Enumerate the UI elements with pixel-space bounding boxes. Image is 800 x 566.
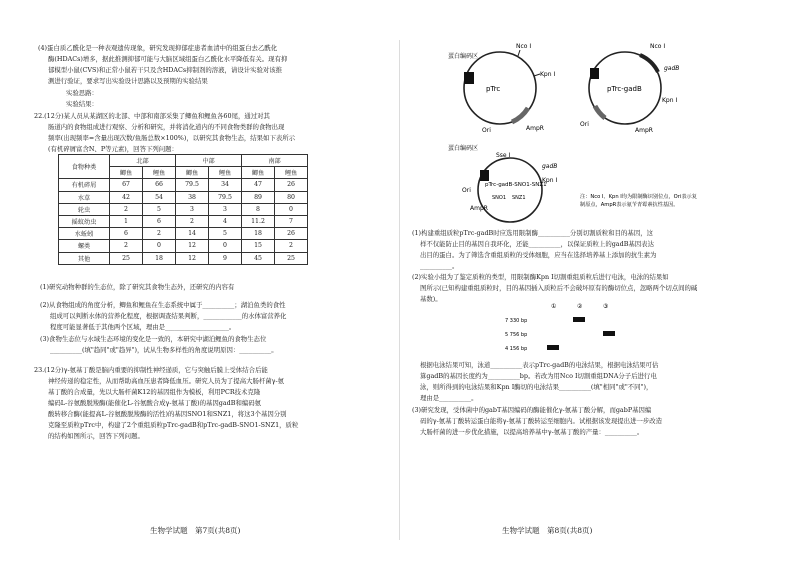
q23-line1: 神经传递的稳定性，从而帮助高血压患者降低血压。研究人员为了提高大肠杆菌γ-氨: [48, 377, 285, 385]
gel-band: [603, 331, 615, 336]
svg-text:Ori: Ori: [482, 127, 491, 134]
q23-sub2-line0: (2)实验小组为了鉴定质粒的类型，用限制酶Kpn I切割重组质粒后进行电泳，电泳的结果如: [412, 273, 669, 281]
svg-text:Nco I: Nco I: [516, 43, 532, 50]
table-row: 摇蚊幼虫 1 6 2 4 11.2 7: [59, 215, 308, 227]
q21-design-label: 实验思路：: [66, 89, 98, 97]
svg-text:SNZ1: SNZ1: [512, 195, 526, 201]
q23-sub2-after-1: 算gadB的基因长度约为__________bp。若改为用Nco I切割重组DNA分子后进行电: [420, 372, 657, 380]
q23-line0: 23.(12分)γ-氨基丁酸是脑内重要的抑制性神经递质，它与突触后膜上受体结合后能: [34, 366, 268, 374]
region-south: 南部: [242, 155, 308, 167]
q23-sub3-line2: 大肠杆菌的进一步优化措施，以提高培养基中γ-氨基丁酸的产量：__________。: [420, 428, 644, 436]
svg-text:pTrc: pTrc: [486, 85, 501, 93]
right-footer: 生物学试题 第8页(共8页): [502, 526, 593, 535]
q22-sub1: (1)研究动物种群的生态位，除了研究其食物生态外，还研究的内容有: [40, 283, 235, 291]
q22-sub2-line3: 程度可能显著低于其他两个区域，理由是____________________。: [50, 323, 236, 331]
q23-sub1-line2: 出目的蛋白。为了筛选含重组质粒的受体细胞，应当在选择培养基上添加的抗生素为: [420, 251, 657, 259]
svg-text:Sse I: Sse I: [496, 152, 511, 159]
fish-header: 鲤鱼: [275, 167, 308, 179]
plasmid-ptrc: [448, 43, 555, 134]
lane-label: ③: [603, 303, 609, 310]
q23-line6: 的结构如图所示，回答下列问题。: [48, 432, 144, 440]
fish-header: 鲤鱼: [143, 167, 176, 179]
svg-text:Ori: Ori: [580, 121, 589, 128]
svg-text:AmpR: AmpR: [635, 127, 653, 134]
region-north: 北部: [110, 155, 176, 167]
diagram-legend-1: 注：Nco I、Kpn I均为限制酶识别位点，Ori表示复: [580, 194, 697, 200]
q23-line2: 基丁酸的合成量，先以大肠杆菌K12的基因组作为模板，利用PCR技术克隆: [48, 388, 261, 396]
plasmid-ptrc-gadb: [580, 43, 679, 134]
q23-line4: 酸转移合酶(能提高L-谷氨酸脱羧酶的活性)的基因SNO1和SNZ1，将这3个基因分别: [48, 410, 287, 418]
q23-sub2-after-0: 根据电泳结果可知，泳道__________表示pTrc-gadB的电泳结果，根据电泳结果可估: [420, 361, 659, 369]
diagram-legend-2: 制原点，AmpR表示氨苄青霉素抗性基因。: [580, 202, 679, 208]
right-page: [400, 0, 800, 566]
q23-sub1-line0: (1)构建重组质粒pTrc-gadB时应选用限制酶__________分别切割质粒和目的基因，这: [412, 229, 653, 237]
q23-sub1-line1: 样不仅能防止目的基因自我环化，还能__________，以保证质粒上的gadB基因表达: [420, 240, 654, 248]
table-header-food: 食物种类: [59, 155, 110, 179]
q23-sub3-line1: 码的γ-氨基丁酸转运蛋白能将γ-氨基丁酸转运至细胞内。试根据该发现提出进一步改造: [420, 417, 663, 425]
q22-sub3-line1: (3)食物生态位与水域生态环境的变化是一致的，本研究中湖泊鲤鱼的食物生态位: [40, 335, 267, 343]
lane-label: ②: [577, 303, 583, 310]
table-row: 水蚯蚓 6 2 14 5 18 26: [59, 228, 308, 240]
band-label: 7 330 bp: [505, 318, 528, 324]
q23-line5: 克隆至质粒pTrc中，构建了2个重组质粒pTrc-gadB和pTrc-gadB-SNO1-SNZ1，质粒: [48, 421, 299, 429]
svg-text:pTrc-gadB-SNO1-SNZ1: pTrc-gadB-SNO1-SNZ1: [485, 182, 547, 188]
food-table: [58, 154, 308, 265]
q23-sub2-after-2: 泳，则所得到的电泳结果和Kpn I酶切的电泳结果__________(填"相同"或"不同")，: [420, 383, 653, 391]
q21-4-line2: 酶(HDACs)增多，据此推测抑郁可能与大脑区域组蛋白乙酰化水平降低有关。现有抑: [48, 55, 288, 63]
fish-header: 鲤鱼: [209, 167, 242, 179]
q22-intro-1: 肠道内的食物组成进行观察、分析和研究，并将消化道内的不同食物类群的食物出现: [48, 123, 285, 131]
svg-text:Nco I: Nco I: [650, 43, 666, 50]
q23-sub3-line0: (3)研究发现，受体菌中的gabT基因编码的酶能催化γ-氨基丁酸分解，而gabP基因编: [412, 406, 652, 414]
q23-sub2-after-3: 理由是__________。: [420, 394, 478, 402]
q22-intro-3: (有机碎屑富含N、P等元素)，回答下列问题：: [48, 145, 178, 153]
left-footer: 生物学试题 第7页(共8页): [150, 526, 241, 535]
table-row: 水草 42 54 38 79.5 89 80: [59, 191, 308, 203]
q22-intro-2: 频率(出现频率=含量出现次数/鱼肠总数×100%)，以研究其食物生态，结果如下表所示: [48, 134, 296, 142]
plasmid-diagram: [400, 0, 800, 225]
svg-text:Kpn I: Kpn I: [662, 97, 678, 104]
gel-band: [573, 317, 585, 322]
lane-label: ①: [551, 303, 557, 310]
svg-text:AmpR: AmpR: [470, 205, 488, 212]
svg-text:蛋白编码区: 蛋白编码区: [448, 53, 479, 60]
table-row: 螺类 2 0 12 0 15 2: [59, 240, 308, 252]
region-middle: 中部: [176, 155, 242, 167]
q22-sub3-line2: __________(填"趋同"或"趋异")，试从生物多样性的角度说明原因：__________。: [50, 346, 278, 354]
q23-sub1-line3: __________。: [420, 262, 459, 270]
table-row: 其他 25 18 12 9 45 25: [59, 252, 308, 264]
q23-sub2-line1: 图所示(已知构建重组质粒时，目的基因插入质粒后不会破坏原有的酶切位点，忽略两个切点间的碱: [420, 284, 698, 292]
fish-header: 鲫鱼: [176, 167, 209, 179]
q21-4-line3: 郁模型小鼠(CVS)和正常小鼠若干只及含HDACs抑制剂的溶液，请设计实验对该推: [48, 66, 283, 74]
svg-text:Kpn I: Kpn I: [542, 177, 558, 184]
plasmid-ptrc-gadb-sno1-snz1: [448, 144, 557, 222]
fish-header: 鲫鱼: [110, 167, 143, 179]
svg-text:蛋白编码区: 蛋白编码区: [448, 145, 479, 152]
gel-electrophoresis: [505, 300, 635, 360]
q21-result-label: 实验结果：: [66, 100, 98, 108]
table-row: 有机碎屑 67 66 79.5 34 47 26: [59, 179, 308, 191]
svg-text:pTrc-gadB: pTrc-gadB: [607, 85, 642, 93]
q21-4-line1: (4)蛋白质乙酰化是一种表观遗传现象，研究发现抑郁症患者血清中的组蛋白去乙酰化: [38, 44, 278, 52]
q23-line3: 编码L-谷氨酸脱羧酶(能催化L-谷氨酸合成γ-氨基丁酸)的基因gadB和编码氨: [48, 399, 262, 407]
band-label: 4 156 bp: [505, 346, 528, 352]
svg-text:SNO1: SNO1: [492, 195, 507, 201]
svg-text:Kpn I: Kpn I: [540, 71, 556, 78]
gel-band: [547, 345, 559, 350]
svg-text:gadB: gadB: [664, 65, 680, 72]
svg-text:Ori: Ori: [462, 187, 471, 194]
table-row: 轮虫 2 5 3 3 8 0: [59, 203, 308, 215]
band-label: 5 756 bp: [505, 332, 528, 338]
q21-4-line4: 测进行验证，要求写出实验设计思路以及预期的实验结果: [48, 77, 208, 85]
q23-sub2-line2: 基数)。: [420, 295, 442, 303]
q22-intro-0: 22.(12分)某人员从某湖区的北部、中部和南部采集了鲫鱼和鲤鱼各60尾，通过对其: [34, 112, 270, 120]
svg-text:AmpR: AmpR: [526, 125, 544, 132]
q22-sub2-line2: 组成可以判断水体的营养化程度，根据调查结果判断，____________的水体富营养化: [50, 312, 287, 320]
q22-sub2-line1: (2)从食物组成的角度分析，鲫鱼和鲤鱼在生态系统中属于__________；湖泊鱼类的食性: [40, 301, 286, 309]
svg-text:gadB: gadB: [542, 163, 558, 170]
fish-header: 鲫鱼: [242, 167, 275, 179]
